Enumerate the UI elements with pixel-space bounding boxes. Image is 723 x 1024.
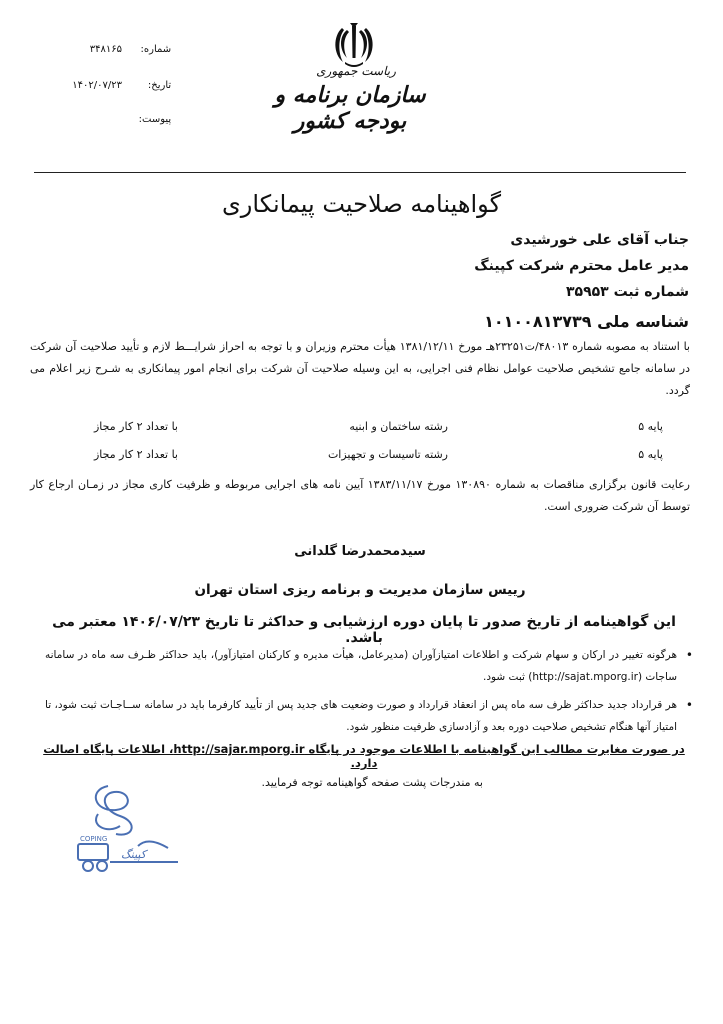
grade-1-field: رشته ساختمان و ابنیه	[349, 420, 448, 433]
signatory-title: رییس سازمان مدیریت و برنامه ریزی استان تهران	[194, 582, 526, 598]
letter-number: شماره: ۳۴۸۱۶۵	[89, 44, 172, 55]
addressee-position: مدیر عامل محترم شرکت کپینگ	[474, 258, 689, 274]
grade-1-count: با تعداد ۲ کار مجاز	[94, 420, 178, 433]
intro-paragraph: با استناد به مصوبه شماره ۴۸۰۱۳/ت۲۳۲۵۱هـ مورخ ۱۳۸۱/۱۲/۱۱ هیأت محترم وزیران و با توجه به احراز شرایـــط لازم و تأیید صلاحیت آن شرکت در سامانه جامع تشخیص صلاحیت عوامل نظام فنی اجرایی، به این وسیله صلاحیت آن شرکت برای انجام امور پیمانکاری به شـرح زیر اعلام می گردد.	[30, 340, 690, 397]
logo-text-en: COPING	[80, 835, 108, 843]
back-page-note: به مندرجات پشت صفحه گواهینامه توجه فرمایید.	[261, 776, 483, 789]
letter-date: تاریخ: ۱۴۰۲/۰۷/۲۳	[72, 80, 172, 91]
compliance-paragraph: رعایت قانون برگزاری مناقصات به شماره ۱۳۰۸۹۰ مورخ ۱۳۸۳/۱۱/۱۷ آیین نامه های اجرایی مربوطه و ظرفیت کاری مجاز در زمـان ارجاع کار توسط آن شرکت ضروری است.	[30, 478, 690, 513]
bullet-item-contracts: • هر قرارداد جدید حداکثر ظرف سه ماه پس از انعقاد قرارداد و صورت وضعیت های جدید پس از تأیید کارفرما باید در سامانه ســاجـات ثبت شود، تا امتیاز آنها هنگام تشخیص صلاحیت دوره بعد و آزادسازی ظرفیت منظور شود.	[45, 694, 693, 738]
grade-2-count: با تعداد ۲ کار مجاز	[94, 448, 178, 461]
bullet-item-changes: • هرگونه تغییر در ارکان و سهام شرکت و اطلاعات امتیازآوران (مدیرعامل، هیأت مدیره و کارکنان امتیازآور)، باید حداکثر ظـرف سه ماه در سامانه ساجات (http://sajat.mporg.ir) ثبت شود.	[45, 644, 693, 688]
national-id: شناسه ملی ۱۰۱۰۰۸۱۳۷۳۹	[484, 312, 689, 331]
warning-statement: در صورت مغایرت مطالب این گواهینامه با اطلاعات موجود در پایگاه http://sajar.mporg.ir، اطلاعات پایگاه اصالت دارد.	[43, 742, 685, 770]
bullet-icon: •	[685, 648, 693, 662]
grade-2-field: رشته تاسیسات و تجهیزات	[327, 448, 448, 461]
header-divider	[34, 172, 686, 173]
validity-statement: این گواهینامه از تاریخ صدور تا پایان دوره ارزشیابی و حداکثر تا تاریخ ۱۴۰۶/۰۷/۲۳ معتبر می باشد.	[52, 614, 676, 646]
grade-1-level: پایه ۵	[638, 420, 663, 433]
bullet-icon: •	[685, 698, 693, 712]
letter-attachment: پیوست:	[138, 114, 172, 125]
certificate-title: گواهینامه صلاحیت پیمانکاری	[222, 190, 501, 218]
grade-2-level: پایه ۵	[638, 448, 663, 461]
organization-name: سازمان برنامه و بودجه کشور	[274, 82, 426, 134]
signatory-name: سیدمحمدرضا گلدانی	[294, 544, 426, 559]
registration-number: شماره ثبت ۳۵۹۵۳	[565, 284, 689, 300]
presidency-label: ریاست جمهوری	[316, 64, 396, 78]
logo-text-fa: کپینگ	[120, 848, 146, 861]
addressee-name: جناب آقای علی خورشیدی	[510, 232, 689, 248]
company-logo-icon	[68, 776, 188, 876]
